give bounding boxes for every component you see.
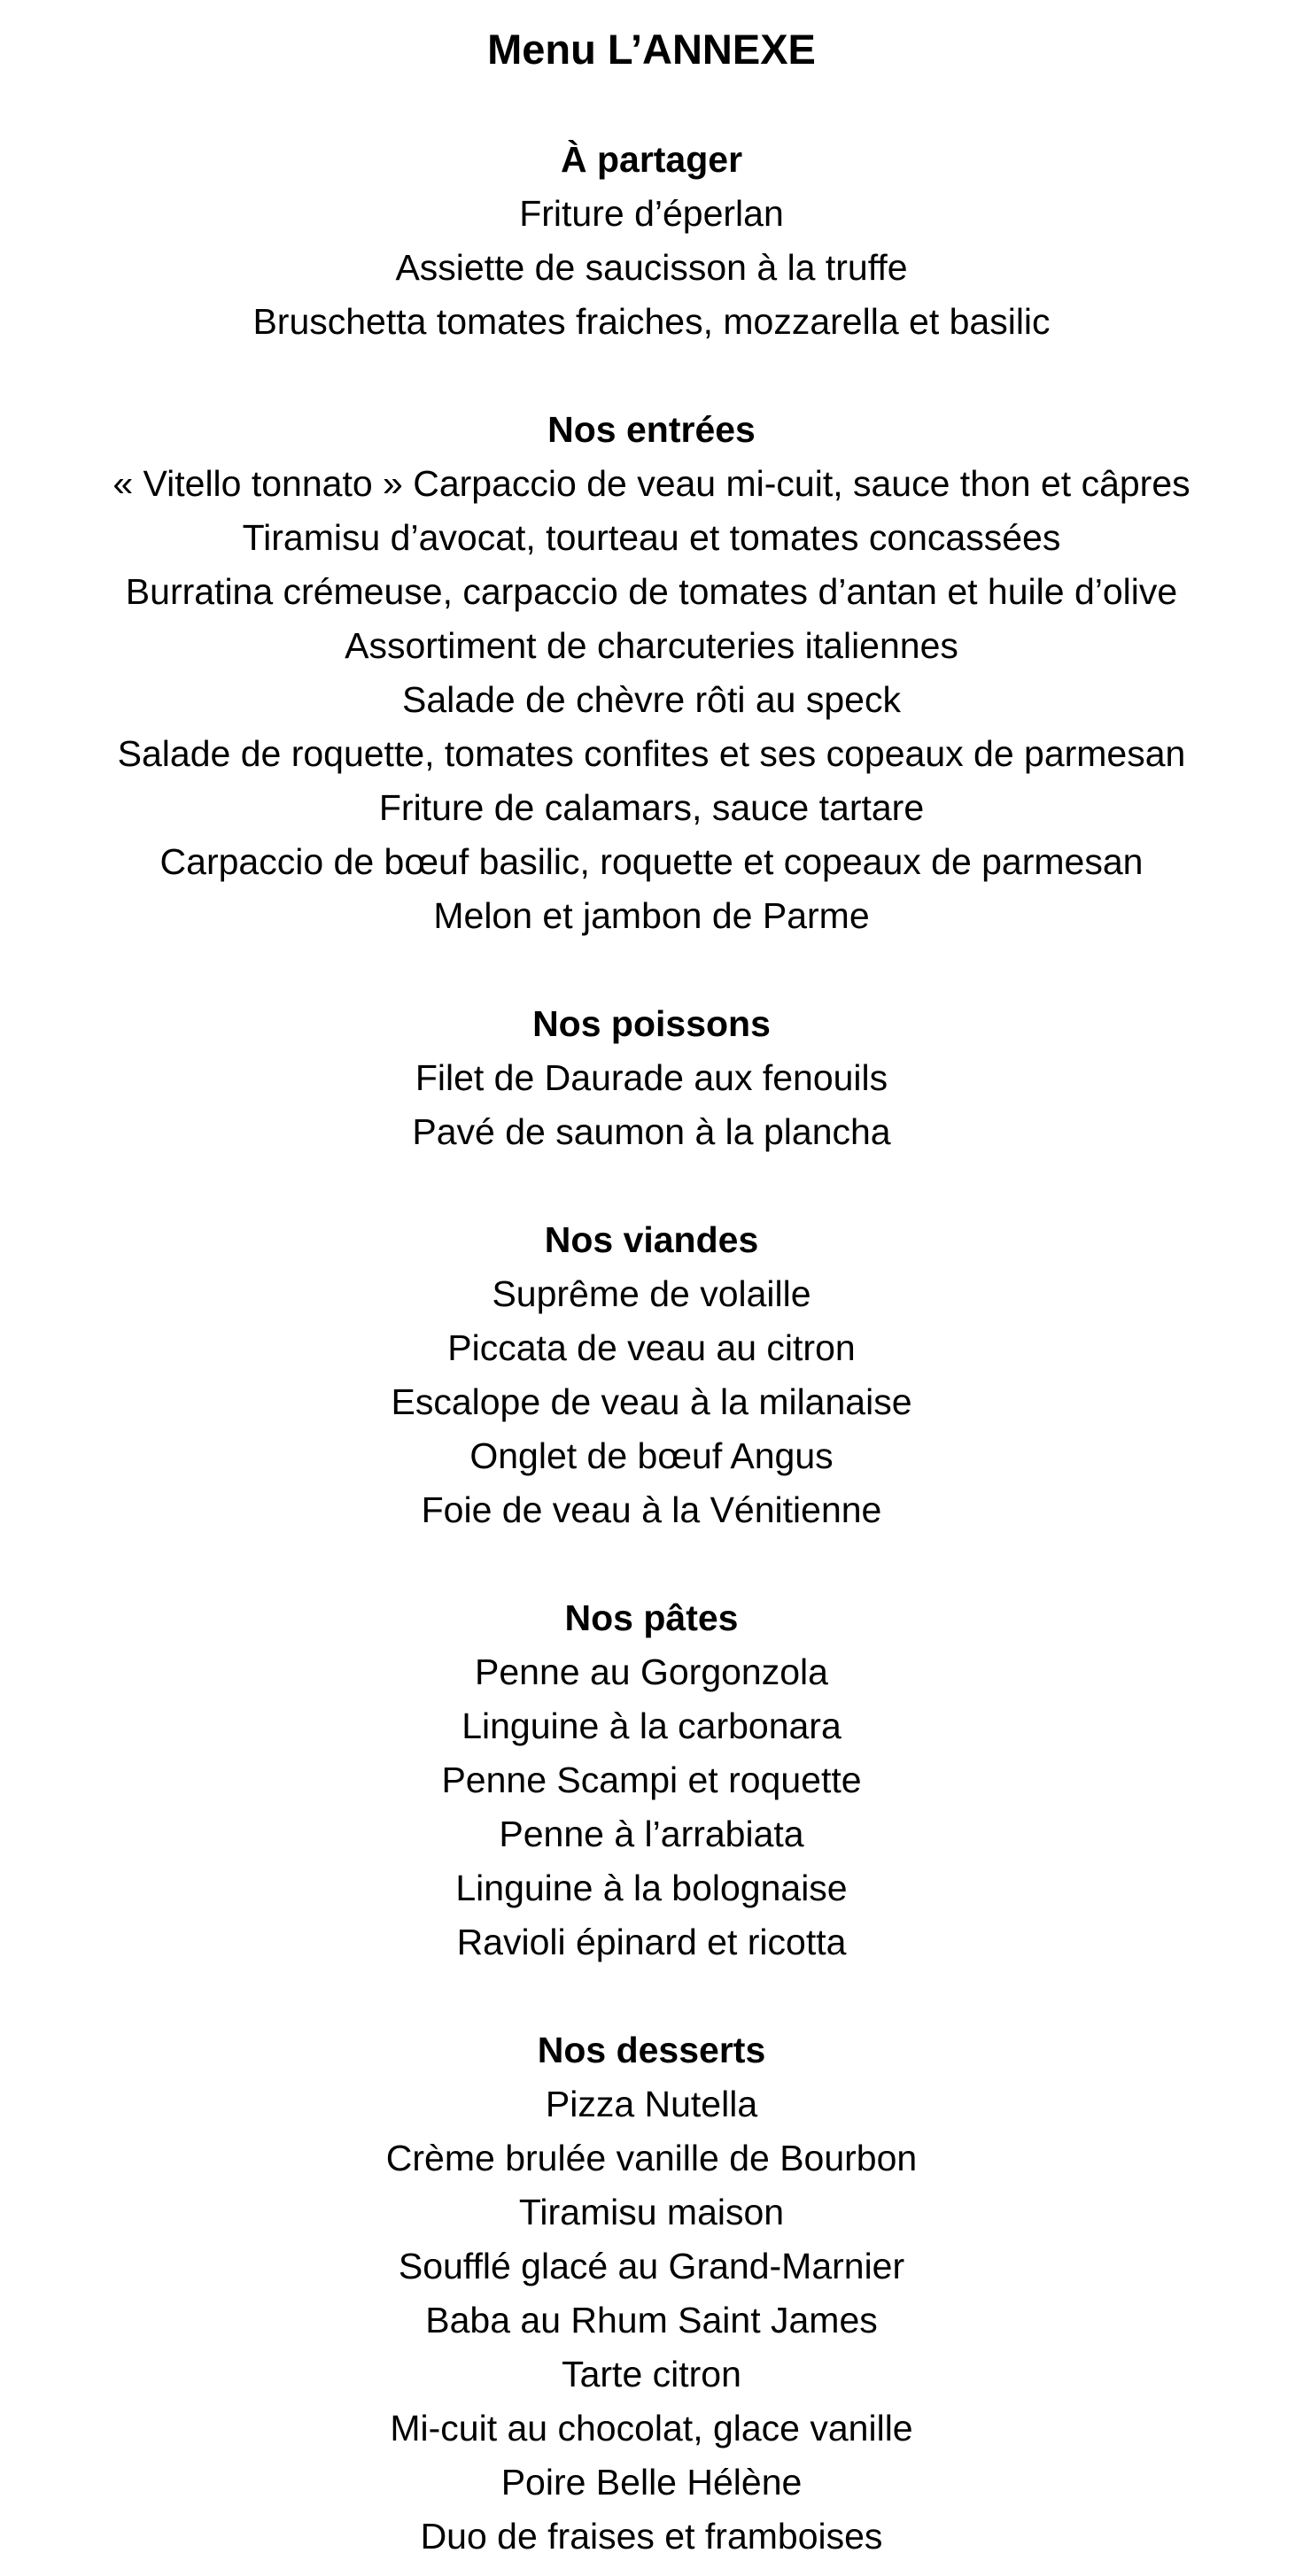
section-heading: À partager [560, 139, 743, 180]
section-heading: Nos viandes [544, 1219, 759, 1260]
menu-item: Melon et jambon de Parme [433, 895, 870, 936]
menu-item: Burratina crémeuse, carpaccio de tomates d’antan et huile d’olive [125, 571, 1178, 612]
section-heading: Nos pâtes [564, 1597, 739, 1638]
menu-item: Foie de veau à la Vénitienne [421, 1489, 882, 1530]
menu-item: Soufflé glacé au Grand-Marnier [398, 2246, 905, 2286]
menu-item: « Vitello tonnato » Carpaccio de veau mi-cuit, sauce thon et câpres [112, 463, 1191, 504]
menu-item: Salade de chèvre rôti au speck [402, 679, 901, 720]
section-heading: Nos entrées [547, 409, 756, 450]
menu-item: Pizza Nutella [545, 2084, 758, 2124]
menu-item: Friture de calamars, sauce tartare [378, 787, 925, 828]
section-nos-pates [0, 1591, 1303, 1969]
menu-item: Linguine à la bolognaise [455, 1868, 848, 1908]
menu-item: Penne à l’arrabiata [499, 1814, 804, 1854]
menu-item: Escalope de veau à la milanaise [391, 1381, 912, 1422]
menu-item: Ravioli épinard et ricotta [456, 1922, 847, 1962]
menu-item: Crème brulée vanille de Bourbon [385, 2138, 918, 2178]
menu-item: Onglet de bœuf Angus [469, 1435, 834, 1476]
menu-item: Tiramisu d’avocat, tourteau et tomates concassées [242, 517, 1061, 558]
section-nos-poissons [0, 997, 1303, 1159]
menu-item: Suprême de volaille [492, 1273, 811, 1314]
menu-item: Linguine à la carbonara [461, 1706, 842, 1746]
menu-item: Friture d’éperlan [519, 193, 784, 234]
menu-item: Penne au Gorgonzola [475, 1652, 828, 1692]
menu-item: Bruschetta tomates fraiches, mozzarella et basilic [252, 301, 1051, 342]
menu-item: Mi-cuit au chocolat, glace vanille [390, 2408, 913, 2448]
menu-item: Assiette de saucisson à la truffe [395, 247, 908, 288]
menu-content [0, 133, 1303, 2564]
menu-item: Poire Belle Hélène [500, 2462, 803, 2503]
section-nos-entrees [0, 403, 1303, 943]
section-nos-desserts [0, 2023, 1303, 2564]
section-nos-viandes [0, 1213, 1303, 1537]
menu-item: Baba au Rhum Saint James [425, 2300, 878, 2340]
section-a-partager [0, 133, 1303, 349]
section-heading: Nos desserts [537, 2030, 766, 2070]
menu-item: Salade de roquette, tomates confites et ses copeaux de parmesan [117, 733, 1186, 774]
menu-item: Tiramisu maison [518, 2192, 785, 2232]
menu-item: Filet de Daurade aux fenouils [415, 1057, 888, 1098]
menu-item: Piccata de veau au citron [447, 1327, 856, 1368]
menu-item: Tarte citron [562, 2354, 741, 2394]
menu-item: Assortiment de charcuteries italiennes [345, 625, 958, 666]
menu-item: Pavé de saumon à la plancha [412, 1111, 891, 1152]
menu-item: Penne Scampi et roquette [441, 1760, 862, 1800]
section-heading: Nos poissons [532, 1003, 771, 1044]
menu-title: Menu L’ANNEXE [487, 26, 816, 73]
menu-item: Duo de fraises et framboises [420, 2516, 883, 2557]
menu-item: Carpaccio de bœuf basilic, roquette et copeaux de parmesan [159, 841, 1144, 882]
